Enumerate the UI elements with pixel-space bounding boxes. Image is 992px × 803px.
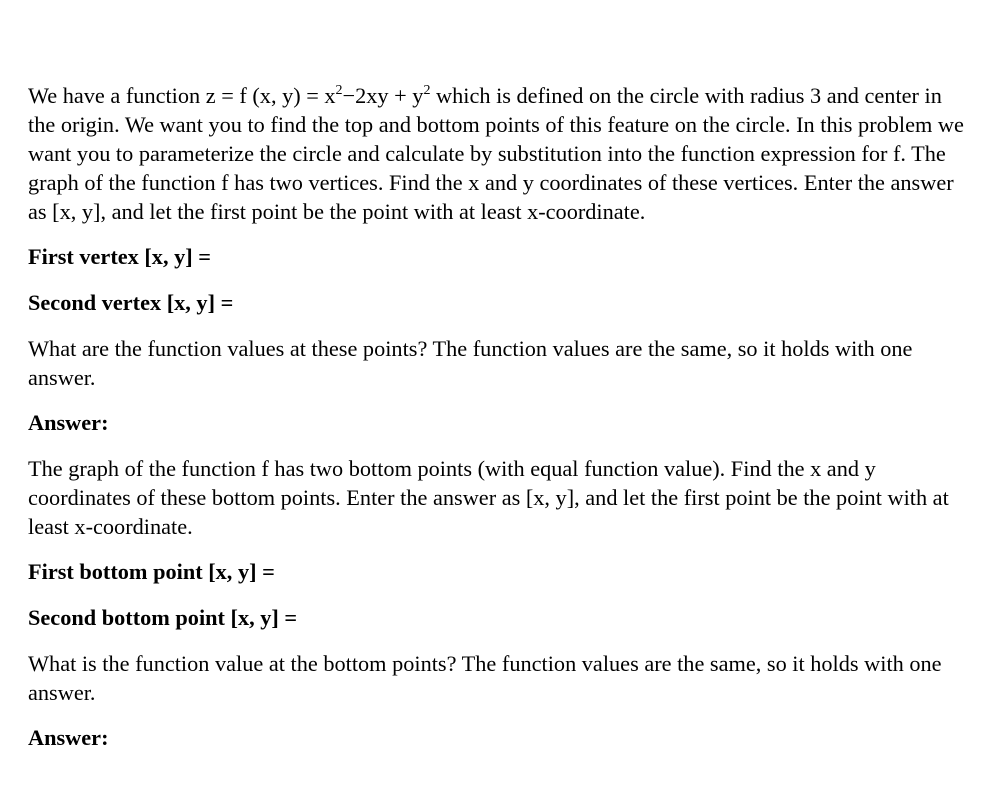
formula-mid: −2xy + y (342, 83, 424, 108)
bottom-values-question: What is the function value at the bottom points? The function values are the same, so it holds with one answer. (28, 651, 942, 705)
function-formula (206, 83, 431, 108)
vertex-values-question: What are the function values at these points? The function values are the same, so it holds with one answer. (28, 336, 913, 390)
second-vertex-label: Second vertex [x, y] = (28, 290, 234, 315)
problem-document (28, 81, 968, 752)
first-vertex-label: First vertex [x, y] = (28, 244, 211, 269)
formula-lhs: z = f (x, y) = x (205, 83, 336, 108)
bottom-answer-label: Answer: (28, 725, 109, 750)
first-bottom-point-label: First bottom point [x, y] = (28, 559, 275, 584)
formula-exponent-1: 2 (335, 83, 343, 98)
vertex-answer-label: Answer: (28, 410, 109, 435)
formula-exponent-2: 2 (423, 83, 431, 98)
intro-pre-text: We have a function (28, 83, 206, 108)
problem-intro-paragraph (28, 81, 968, 226)
second-bottom-point-label: Second bottom point [x, y] = (28, 605, 298, 630)
bottom-points-paragraph: The graph of the function f has two bottom points (with equal function value). Find the x and y coordinates of these bottom points. Enter the answer as [x, y], and let the first point be the point with at least x-coordinate. (28, 456, 949, 539)
intro-post-text: which is defined on the circle with radius 3 and center in the origin. We want you to find the top and bottom points of this feature on the circle. In this problem we want you to parameterize the circle and calculate by substitution into the function expression for f. The graph of the function f has two vertices. Find the x and y coordinates of these vertices. Enter the answer as [x, y], and let the first point be the point with at least x-coordinate. (28, 83, 964, 224)
